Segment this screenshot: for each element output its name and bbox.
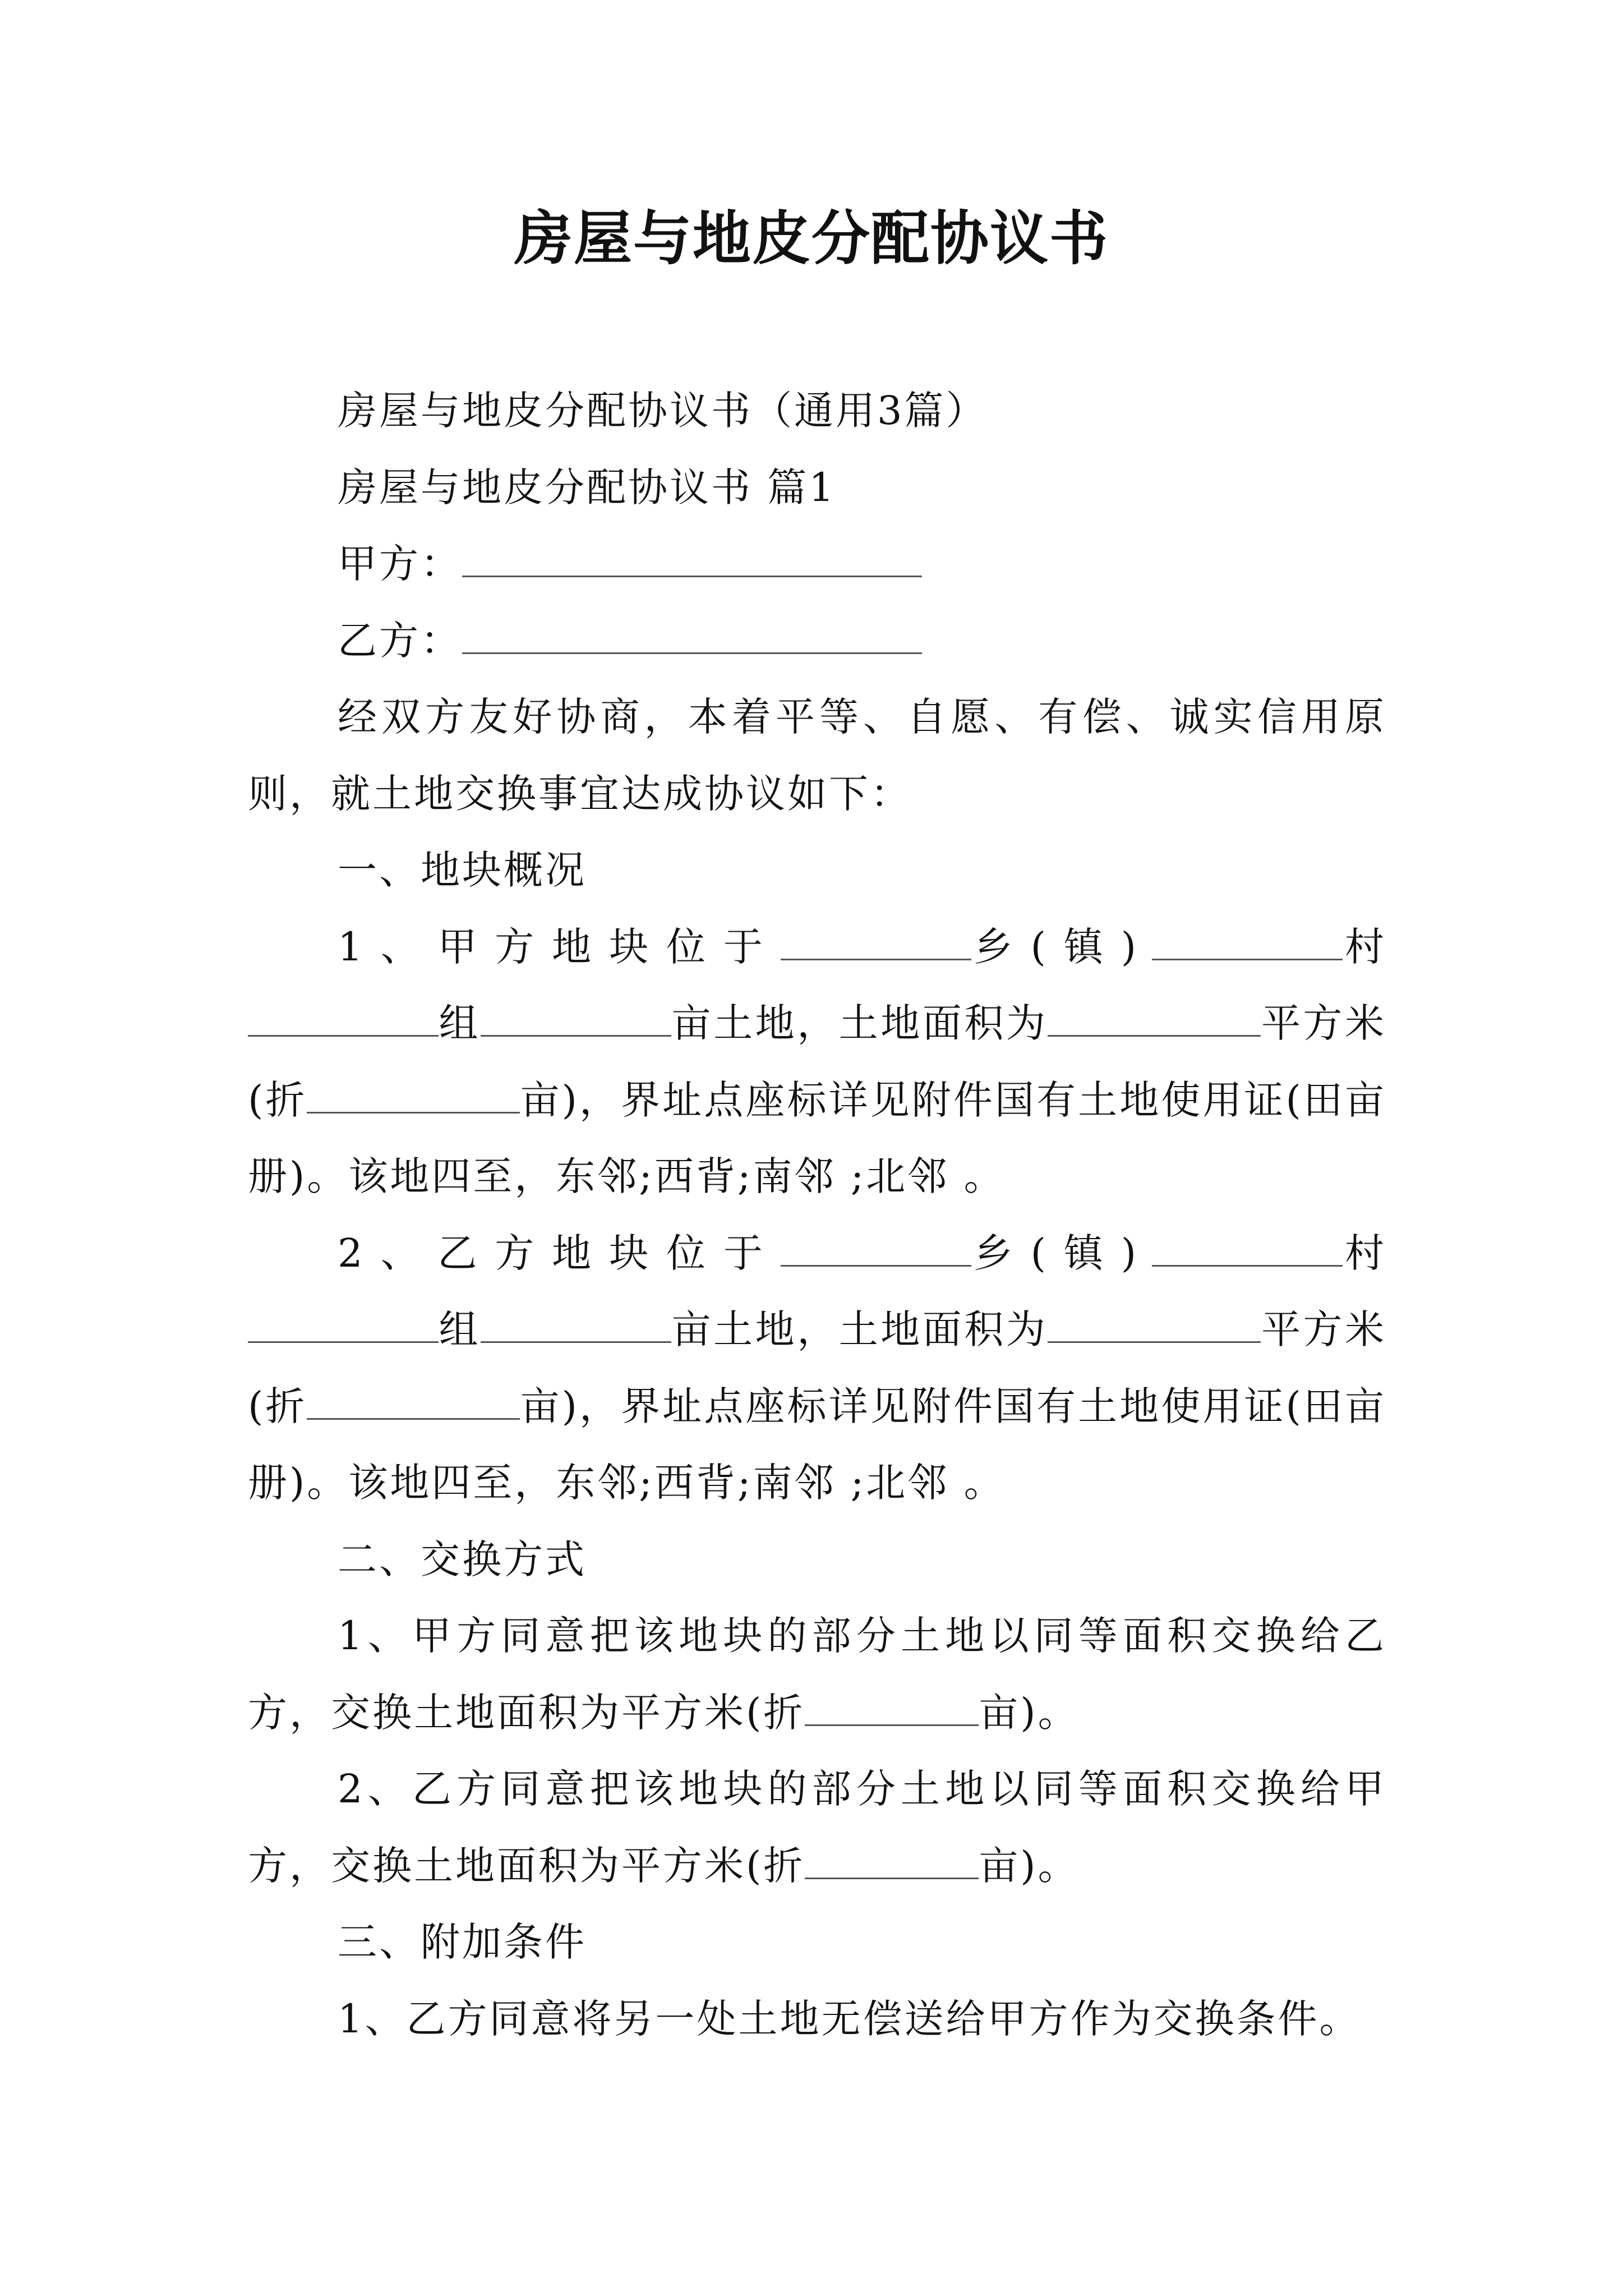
item-2-blank-township — [781, 1227, 971, 1267]
item-1-text-3: 村 — [1343, 923, 1387, 970]
item-2-text-5: 亩土地，土地面积为 — [671, 1306, 1048, 1352]
item-2-text-2: 乡(镇) — [971, 1230, 1152, 1276]
item-1-blank-converted — [307, 1074, 520, 1114]
item-2-blank-area — [1048, 1304, 1261, 1343]
item-1-blank-township — [781, 921, 971, 960]
party-b-blank — [462, 615, 922, 654]
exchange-1-text-1: 1、甲方同意把该地块的部分土地以同等面积交换给乙方，交换土地面积为平方米(折 — [248, 1613, 1386, 1736]
item-1-text-6: 平方米(折 — [248, 1000, 1387, 1123]
item-2-blank-mu — [481, 1304, 671, 1343]
item-2-paragraph — [248, 1215, 1386, 1521]
party-a-label: 甲方： — [338, 541, 462, 587]
section-2-heading: 二、交换方式 — [338, 1536, 587, 1582]
exchange-2-paragraph — [248, 1751, 1386, 1904]
exchange-2-blank — [805, 1840, 979, 1879]
item-1-text-4: 组 — [439, 1000, 481, 1046]
item-1-blank-mu — [481, 998, 671, 1037]
item-2-text-1: 2、乙方地块位于 — [338, 1230, 781, 1276]
item-1-text-2: 乡(镇) — [971, 923, 1152, 970]
document-title: 房屋与地皮分配协议书 — [514, 204, 1109, 273]
party-a-blank — [462, 539, 922, 578]
item-2-blank-village — [1152, 1227, 1343, 1267]
item-1-text-5: 亩土地，土地面积为 — [671, 1000, 1048, 1046]
item-2-text-6: 平方米(折 — [248, 1306, 1387, 1429]
party-b-label: 乙方： — [338, 617, 462, 664]
exchange-2-text-1: 2、乙方同意把该地块的部分土地以同等面积交换给甲方，交换土地面积为平方米(折 — [248, 1766, 1386, 1889]
intro-paragraph: 经双方友好协商，本着平等、自愿、有偿、诚实信用原则，就土地交换事宜达成协议如下： — [248, 694, 1386, 817]
party-b-line — [248, 602, 1386, 679]
section-1-heading: 一、地块概况 — [338, 847, 587, 893]
section-3-heading: 三、附加条件 — [338, 1919, 587, 1965]
item-1-paragraph — [248, 909, 1386, 1215]
item-1-blank-village — [1152, 921, 1343, 960]
exchange-2-text-2: 亩)。 — [979, 1842, 1080, 1889]
item-2-text-7: 亩)，界址点座标详见附件国有土地使用证(田亩册)。该地四至，东邻;西背;南邻 ;北邻 。 — [248, 1383, 1386, 1506]
item-1-text-1: 1、甲方地块位于 — [338, 923, 781, 970]
exchange-1-paragraph — [248, 1598, 1386, 1751]
exchange-1-blank — [805, 1687, 979, 1726]
item-1-blank-group — [248, 998, 439, 1037]
item-1-blank-area — [1048, 998, 1261, 1037]
part-heading: 房屋与地皮分配协议书 篇1 — [338, 464, 836, 510]
document-body — [248, 372, 1386, 2057]
item-2-text-4: 组 — [439, 1306, 481, 1352]
document-subtitle: 房屋与地皮分配协议书（通用3篇） — [338, 388, 988, 434]
item-2-text-3: 村 — [1343, 1230, 1387, 1276]
item-2-blank-converted — [307, 1381, 520, 1420]
exchange-1-text-2: 亩)。 — [979, 1689, 1080, 1736]
item-2-blank-group — [248, 1304, 439, 1343]
condition-1-paragraph: 1、乙方同意将另一处土地无偿送给甲方作为交换条件。 — [338, 1995, 1361, 2042]
item-1-text-7: 亩)，界址点座标详见附件国有土地使用证(田亩册)。该地四至，东邻;西背;南邻 ;北邻 。 — [248, 1076, 1386, 1199]
party-a-line — [248, 526, 1386, 602]
